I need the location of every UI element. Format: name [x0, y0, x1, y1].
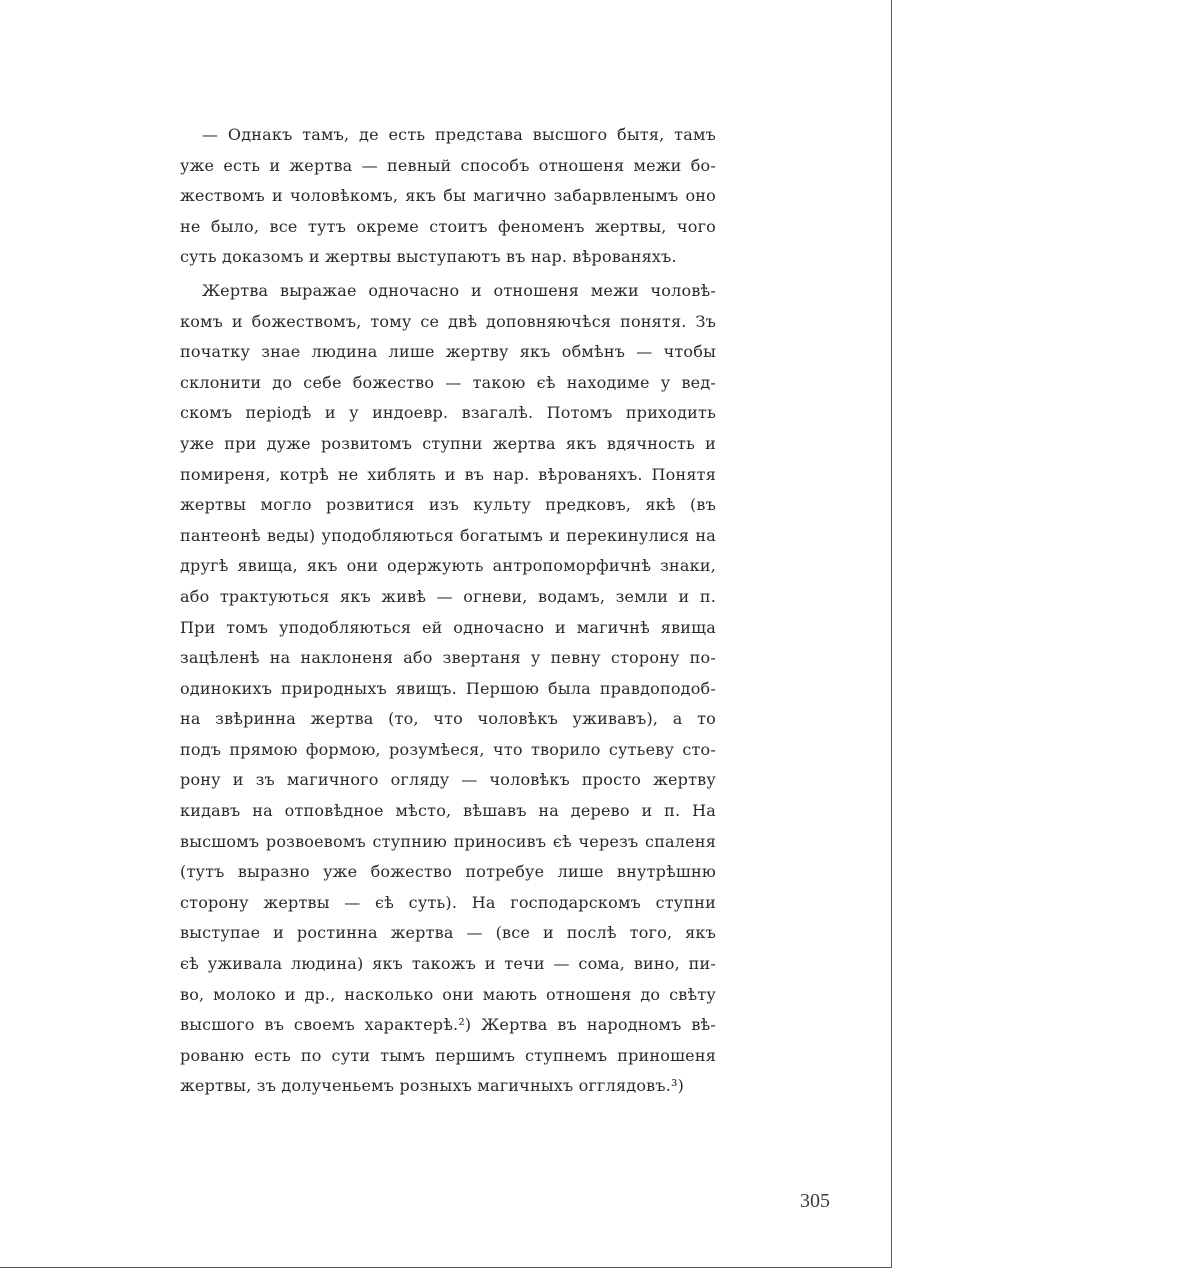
text-line: суть доказомъ и жертвы выступаютъ въ нар. вѣрованяхъ. [180, 247, 677, 267]
text-line: зацѣленѣ на наклоненя або звертаня у певну сторону по- [180, 648, 716, 668]
text-line: высшого въ своемъ характерѣ.²) Жертва въ народномъ вѣ- [180, 1015, 716, 1035]
text-line: сторону жертвы — єѣ суть). На господарскомъ ступни [180, 892, 716, 912]
text-line: рованю есть по сути тымъ першимъ ступнемъ приношеня [180, 1045, 716, 1065]
text-line: уже при дуже розвитомъ ступни жертва якъ вдячность и [180, 433, 716, 453]
text-line: помиреня, котрѣ не хиблять и въ нар. вѣрованяхъ. Понятя [180, 464, 716, 484]
paragraph-2 [180, 276, 716, 1102]
text-line: склонити до себе божество — такою єѣ находиме у вед- [180, 372, 716, 392]
text-line: пантеонѣ веды) уподобляються богатымъ и перекинулися на [180, 525, 716, 545]
text-line: высшомъ розвоевомъ ступнию приносивъ єѣ черезъ спаленя [180, 831, 716, 851]
text-line: скомъ періодѣ и у индоевр. взагалѣ. Потомъ приходить [180, 403, 716, 423]
text-line: При томъ уподобляються ей одночасно и магичнѣ явища [180, 617, 716, 637]
text-line: єѣ уживала людина) якъ такожъ и течи — сома, вино, пи- [180, 954, 716, 974]
text-line: подъ прямою формою, розумѣеся, что творило сутьеву сто- [180, 739, 716, 759]
text-line: (тутъ выразно уже божество потребуе лише внутрѣшню [180, 862, 716, 882]
text-line: рону и зъ магичного огляду — чоловѣкъ просто жертву [180, 770, 716, 790]
text-line: жертвы, зъ долученьемъ розныхъ магичныхъ огглядовъ.³) [180, 1076, 685, 1096]
text-line: не было, все тутъ окреме стоитъ феноменъ жертвы, чого [180, 216, 716, 236]
text-line: другѣ явища, якъ они одержують антропоморфичнѣ знаки, [180, 556, 716, 576]
paragraph-1 [180, 120, 716, 273]
text-line: кидавъ на отповѣдное мѣсто, вѣшавъ на дерево и п. На [180, 801, 716, 821]
text-line: жертвы могло розвитися изъ культу предковъ, якѣ (въ [180, 495, 716, 515]
text-line: комъ и божествомъ, тому се двѣ доповняючѣся понятя. Зъ [180, 311, 716, 331]
text-line: або трактуються якъ живѣ — огневи, водамъ, земли и п. [180, 586, 716, 606]
text-line: на звѣринна жертва (то, что чоловѣкъ уживавъ), а то [180, 709, 716, 729]
page-number: 305 [800, 1190, 830, 1212]
text-line: выступае и ростинна жертва — (все и послѣ того, якъ [180, 923, 716, 943]
text-line: початку знае людина лише жертву якъ обмѣнъ — чтобы [180, 342, 716, 362]
text-line: — Однакъ тамъ, де есть представа высшого бытя, тамъ [202, 125, 716, 144]
text-line: Жертва выражае одночасно и отношеня межи чоловѣ- [202, 280, 716, 300]
text-line: во, молоко и др., насколько они мають отношеня до свѣту [180, 984, 716, 1004]
text-line: уже есть и жертва — певный способъ отношеня межи бо- [180, 155, 716, 175]
text-line: одинокихъ природныхъ явищъ. Першою была правдоподоб- [180, 678, 716, 698]
text-line: жествомъ и чоловѣкомъ, якъ бы магично забарвленымъ оно [180, 186, 716, 206]
body-text [180, 120, 716, 1102]
